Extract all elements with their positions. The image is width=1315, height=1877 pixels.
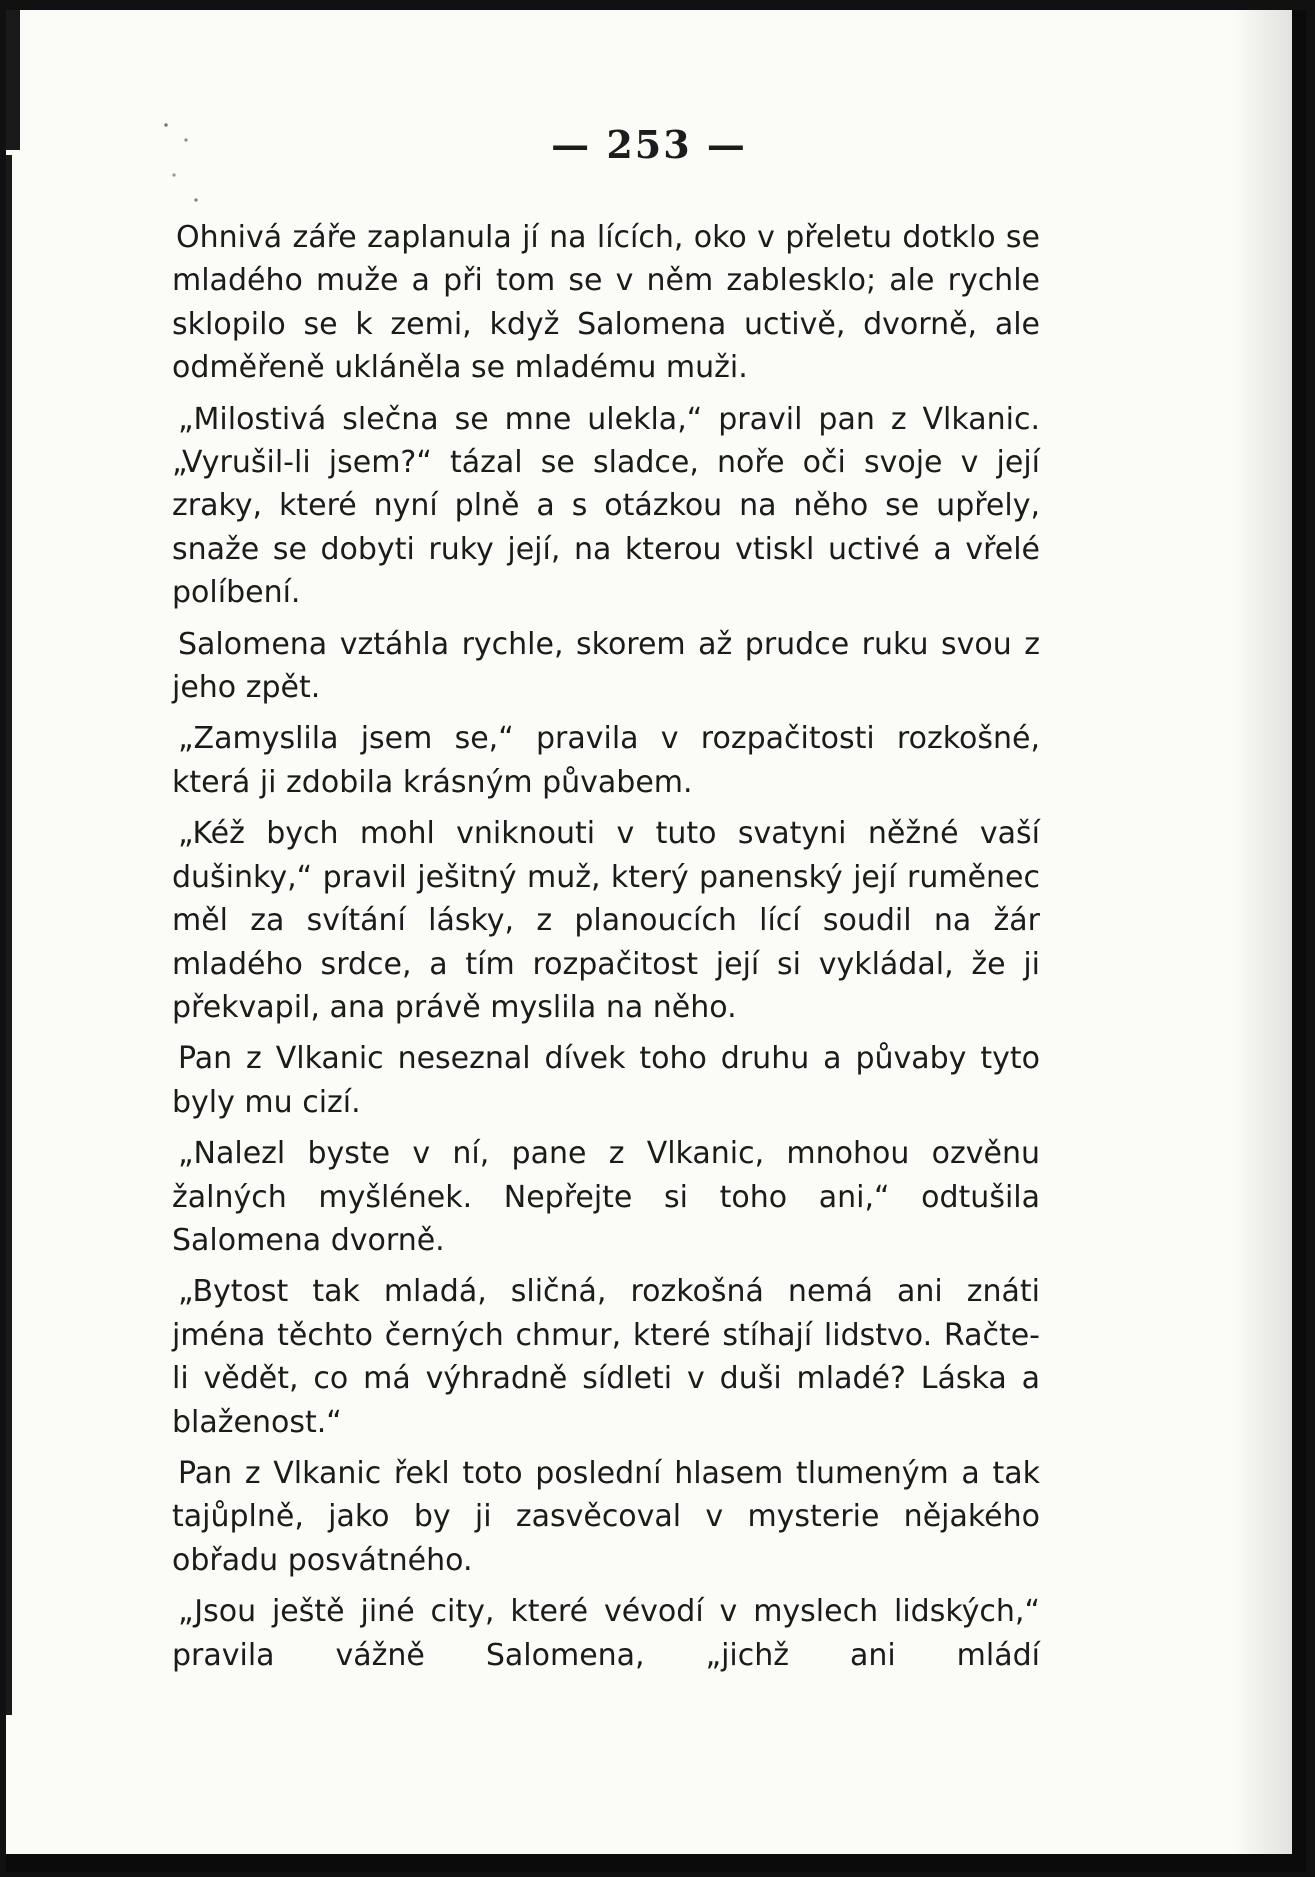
paragraph: „Kéž bych mohl vniknouti v tuto svatyni něžné vaší dušinky,“ pravil ješitný muž, který panenský její ruměnec měl za svítání lásky, z planoucích lící soudil na žár mladého srdce, a tím rozpačitost její si vykládal, že ji překvapil, ana právě myslila na něho. bbox=[172, 816, 1040, 1025]
page-edge-shadow bbox=[1232, 10, 1292, 1854]
paragraph: „Milostivá slečna se mne ulekla,“ pravil pan z Vlkanic. „Vyrušil-li jsem?“ tázal se sladce, noře oči svoje v její zraky, které nyní plně a s otázkou na něho se upřely, snaže se dobyti ruky její, na kterou vtiskl uctivé a vřelé políbení. bbox=[172, 401, 1040, 611]
paragraph: „Nalezl byste v ní, pane z Vlkanic, mnohou ozvěnu žalných myšlének. Nepřejte si toho ani,“ odtušila Salomena dvorně. bbox=[172, 1136, 1040, 1258]
body-text bbox=[172, 216, 1040, 1685]
page-number: — 253 — bbox=[551, 122, 747, 167]
paragraph: Salomena vztáhla rychle, skorem až prudce ruku svou z jeho zpět. bbox=[172, 626, 1040, 706]
paragraph: „Zamyslila jsem se,“ pravila v rozpačitosti rozkošné, která ji zdobila krásným půvabem. bbox=[172, 721, 1040, 800]
paper-sheet bbox=[6, 10, 1306, 1872]
paragraph: Pan z Vlkanic řekl toto poslední hlasem tlumeným a tak tajůplně, jako by ji zasvěcoval v mysterie nějakého obřadu posvátného. bbox=[172, 1455, 1040, 1578]
paragraph: „Jsou ještě jiné city, které vévodí v myslech lidských,“ pravila vážně Salomena, „jichž ani mládí bbox=[172, 1594, 1040, 1673]
paragraph: Pan z Vlkanic neseznal dívek toho druhu a půvaby tyto byly mu cizí. bbox=[172, 1041, 1040, 1120]
paragraph: Ohnivá záře zaplanula jí na lících, oko v přeletu dotklo se mladého muže a při tom se v něm zablesklo; ale rychle sklopilo se k zemi, když Salomena uctivě, dvorně, ale odměřeně ukláněla se mladému muži. bbox=[172, 220, 1040, 386]
binding-edge-mark bbox=[6, 155, 12, 1715]
paragraph: „Bytost tak mladá, sličná, rozkošná nemá ani znáti jména těchto černých chmur, které stíhají lidstvo. Račte-li vědět, co má výhradně sídleti v duši mladé? Láska a blaženost.“ bbox=[172, 1274, 1040, 1440]
